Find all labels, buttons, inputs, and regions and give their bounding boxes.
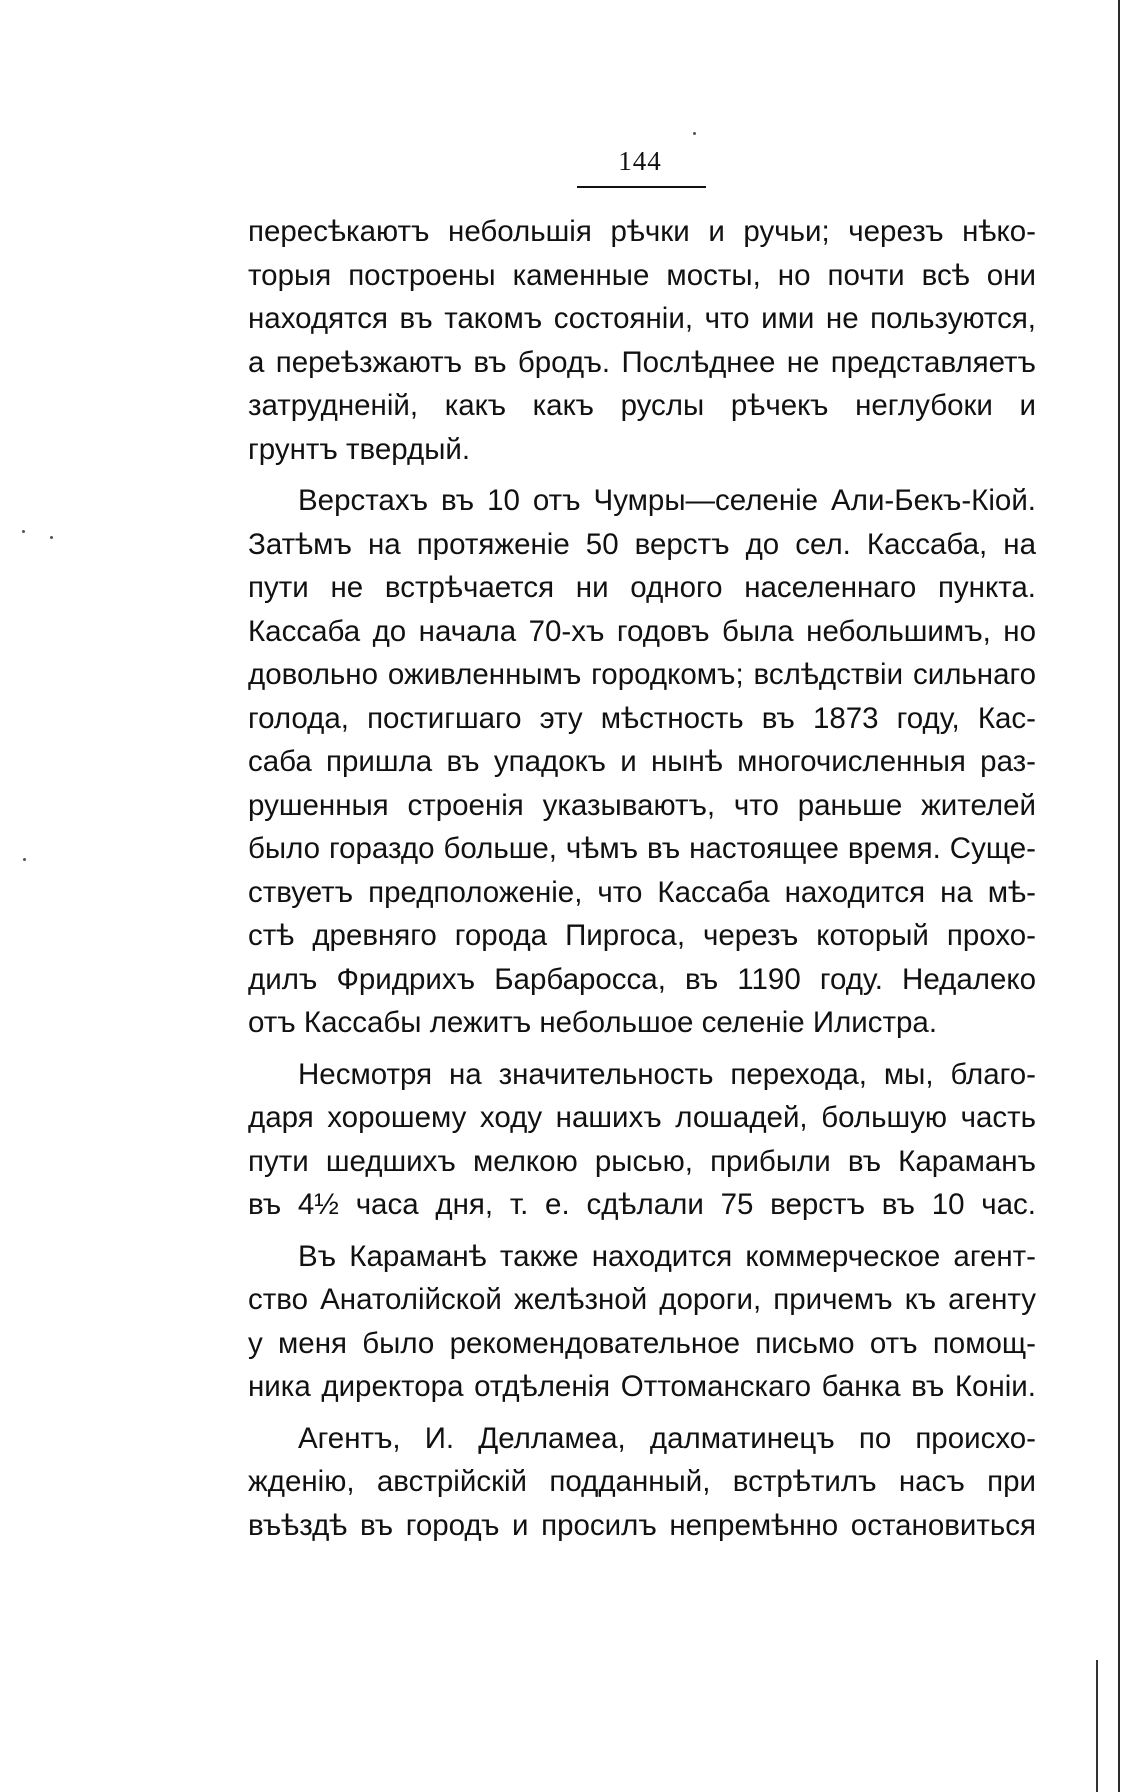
paragraph-2: [248, 479, 1036, 1045]
text-line: рушенныя строенія указываютъ, что раньше жителей: [248, 788, 1036, 822]
paragraph-3: [248, 1053, 1036, 1227]
scan-speck: [23, 858, 26, 861]
text-line: грунтъ твердый.: [248, 432, 471, 466]
body-text: [248, 210, 1036, 1555]
text-line: стѣ древняго города Пиргоса, черезъ который прохо-: [248, 919, 1036, 952]
scan-speck: [50, 536, 53, 539]
text-line: затрудненій, какъ какъ руслы рѣчекъ неглубоки и: [248, 389, 1036, 422]
scan-speck: [693, 132, 696, 135]
text-line: дилъ Фридрихъ Барбаросса, въ 1190 году. Недалеко: [248, 962, 1036, 996]
page-number-rule: [577, 186, 706, 188]
text-line: голода, постигшаго эту мѣстность въ 1873 году, Кас-: [248, 701, 1036, 735]
text-line: Въ Караманѣ также находится коммерческое агент-: [298, 1239, 1036, 1273]
text-line: ствуетъ предположеніе, что Кассаба находится на мѣ-: [248, 875, 1036, 909]
text-line: было гораздо больше, чѣмъ въ настоящее время. Суще-: [248, 832, 1036, 865]
text-line: пути шедшихъ мелкою рысью, прибыли въ Караманъ: [248, 1144, 1036, 1178]
text-line: пересѣкаютъ небольшія рѣчки и ручьи; черезъ нѣко-: [248, 215, 1036, 248]
text-line: Кассаба до начала 70-хъ годовъ была небольшимъ, но: [248, 614, 1036, 648]
text-line: Верстахъ въ 10 отъ Чумры—селеніе Али-Бекъ-Кіой.: [298, 484, 1036, 517]
page-edge-line-lower: [1096, 1660, 1098, 1792]
text-line: Затѣмъ на протяженіе 50 верстъ до сел. Кассаба, на: [248, 527, 1036, 561]
text-line: Несмотря на значительность перехода, мы, благо-: [298, 1057, 1036, 1091]
text-line: торыя построены каменные мосты, но почти всѣ они: [248, 258, 1036, 292]
text-line: даря хорошему ходу нашихъ лошадей, большую часть: [248, 1101, 1036, 1134]
paragraph-4: [248, 1235, 1036, 1409]
text-line: саба пришла въ упадокъ и нынѣ многочисленныя раз-: [248, 745, 1036, 778]
page-edge-line: [1118, 0, 1120, 1792]
text-line: ника директора отдѣленія Оттоманскаго банка въ Коніи.: [248, 1370, 1036, 1403]
text-line: отъ Кассабы лежитъ небольшое селеніе Илистра.: [248, 1006, 938, 1039]
text-line: Агентъ, И. Делламеа, далматинецъ по происхо-: [298, 1421, 1036, 1455]
text-line: въѣздѣ въ городъ и просилъ непремѣнно остановиться: [248, 1508, 1036, 1542]
text-line: въ 4½ часа дня, т. е. сдѣлали 75 верстъ въ 10 час.: [248, 1188, 1036, 1221]
text-line: ство Анатолійской желѣзной дороги, причемъ къ агенту: [248, 1283, 1036, 1316]
paragraph-1: [248, 210, 1036, 471]
text-line: жденію, австрійскій подданный, встрѣтилъ насъ при: [248, 1465, 1036, 1498]
text-line: пути не встрѣчается ни одного населеннаго пункта.: [248, 571, 1036, 604]
scan-speck: [22, 530, 25, 533]
text-line: находятся въ такомъ состояніи, что ими не пользуются,: [248, 302, 1036, 335]
page-number: 144: [618, 146, 662, 176]
text-line: а переѣзжаютъ въ бродъ. Послѣднее не представляетъ: [248, 345, 1036, 379]
text-line: довольно оживленнымъ городкомъ; вслѣдствіи сильнаго: [248, 658, 1036, 691]
paragraph-5: [248, 1417, 1036, 1548]
text-line: у меня было рекомендовательное письмо отъ помощ-: [248, 1326, 1036, 1360]
